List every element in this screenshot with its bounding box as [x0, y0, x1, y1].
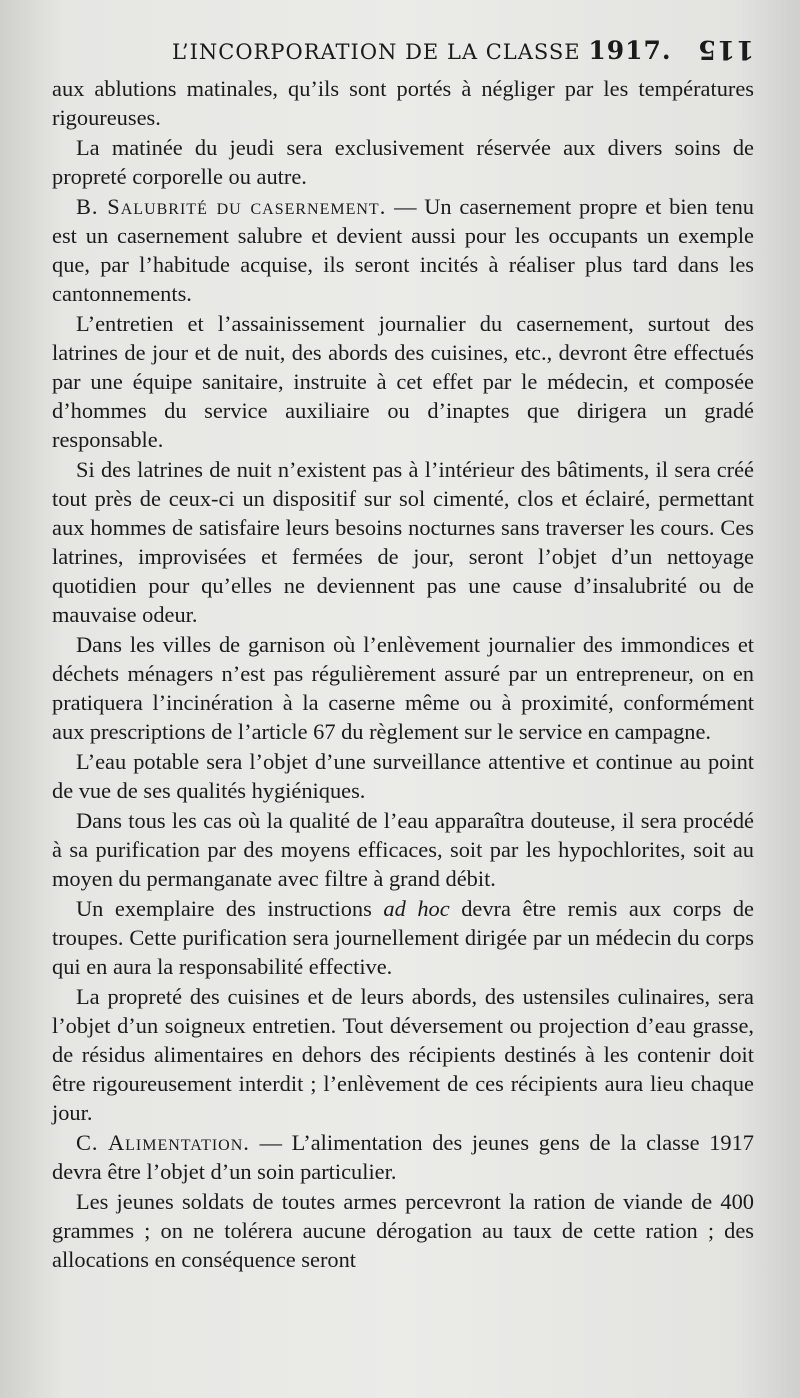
paragraph-text: Un exemplaire des instructions [76, 896, 384, 921]
italic-phrase: ad hoc [383, 896, 450, 921]
paragraph: Si des latrines de nuit n’existent pas à l’intérieur des bâtiments, il sera créé tout près de ceux-ci un dispositif sur sol cimenté, clos et éclairé, permettant aux hommes de satisfaire leurs besoins nocturnes sans traverser les cours. Ces latrines, improvisées et fermées de jour, seront l’objet d’un nettoyage quotidien pour qu’elles ne deviennent pas une cause d’insalubrité ou de mauvaise odeur. [52, 457, 754, 627]
page-number: 115 [696, 34, 754, 64]
paragraph: La propreté des cuisines et de leurs abords, des ustensiles culinaires, sera l’objet d’un soigneux entretien. Tout déversement ou projection d’eau grasse, de résidus alimentaires en dehors des récipients destinés à les contenir doit être rigoureusement interdit ; l’enlèvement de ces récipients aura lieu chaque jour. [52, 984, 754, 1125]
paragraph-text: devra être remis aux corps de troupes. Cette purification sera journellement dirigée par un médecin du corps qui en aura la responsabilité effective. [52, 896, 754, 979]
running-title-year: 1917. [588, 36, 672, 65]
running-title-text: L’INCORPORATION DE LA CLASSE [172, 40, 581, 64]
section-heading: C. Alimentation. [76, 1130, 250, 1155]
paragraph: La matinée du jeudi sera exclusivement réservée aux divers soins de propreté corporelle ou autre. [52, 135, 754, 189]
running-title [172, 36, 672, 65]
paragraph [52, 192, 754, 308]
paragraph: L’eau potable sera l’objet d’une surveillance attentive et continue au point de vue de ses qualités hygiéniques. [52, 749, 754, 803]
running-head [52, 28, 754, 74]
paragraph-text: — Un casernement propre et bien tenu est un casernement salubre et devient aussi pour les occupants un exemple que, par l’habitude acquise, ils seront incités à réaliser plus tard dans les cantonnements. [52, 194, 754, 306]
paragraph: L’entretien et l’assainissement journalier du casernement, surtout des latrines de jour et de nuit, des abords des cuisines, etc., devront être effectués par une équipe sanitaire, instruite à cet effet par le médecin, et composée d’hommes du service auxiliaire ou d’inaptes que dirigera un gradé responsable. [52, 311, 754, 452]
paragraph [52, 894, 754, 981]
body-text [52, 74, 754, 1274]
paragraph: aux ablutions matinales, qu’ils sont portés à négliger par les températures rigoureuses. [52, 76, 754, 130]
section-heading: B. Salubrité du casernement. [76, 194, 387, 219]
paragraph: Dans les villes de garnison où l’enlèvement journalier des immondices et déchets ménagers n’est pas régulièrement assuré par un entrepreneur, on en pratiquera l’incinération à la caserne même ou à proximité, conformément aux prescriptions de l’article 67 du règlement sur le service en campagne. [52, 632, 754, 744]
paragraph: Dans tous les cas où la qualité de l’eau apparaîtra douteuse, il sera procédé à sa purification par des moyens efficaces, soit par les hypochlorites, soit au moyen du permanganate avec filtre à grand débit. [52, 808, 754, 891]
paragraph [52, 1128, 754, 1186]
paragraph: Les jeunes soldats de toutes armes percevront la ration de viande de 400 grammes ; on ne tolérera aucune dérogation au taux de cette ration ; des allocations en conséquence seront [52, 1189, 754, 1272]
paragraph-text: — L’alimentation des jeunes gens de la classe 1917 devra être l’objet d’un soin particulier. [52, 1130, 754, 1184]
